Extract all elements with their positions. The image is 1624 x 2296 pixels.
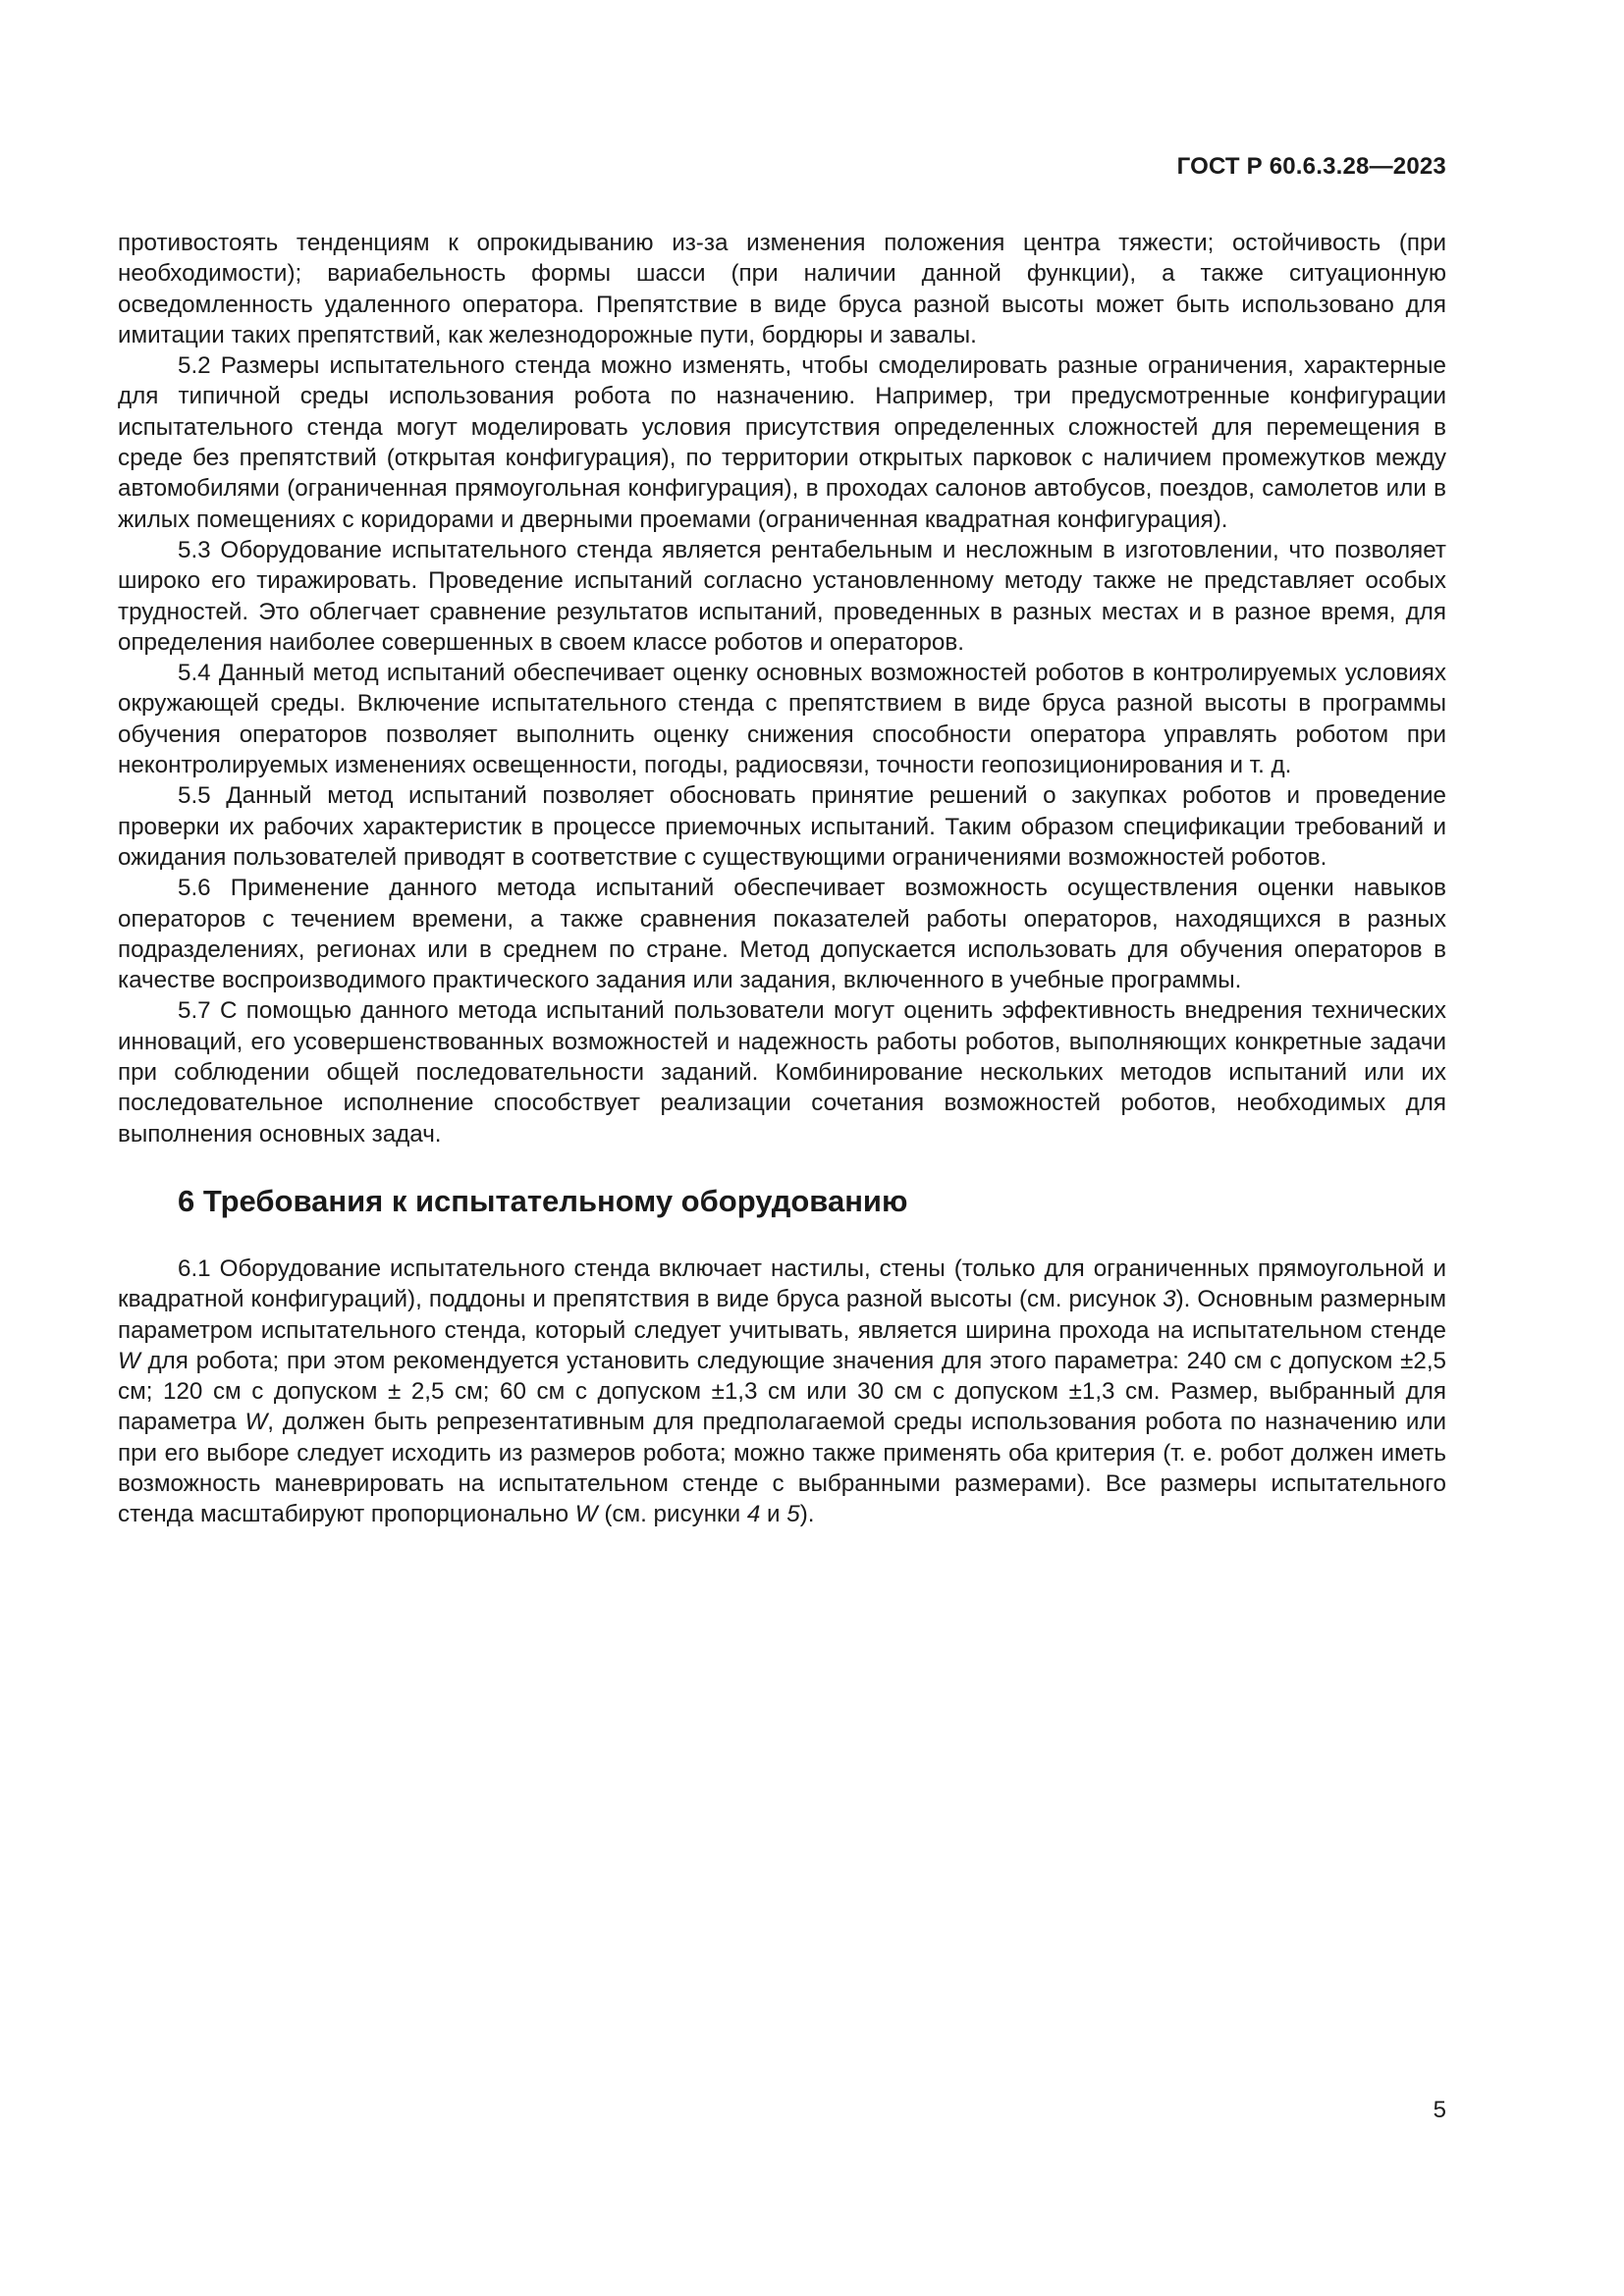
paragraph-5-5: 5.5 Данный метод испытаний позволяет обосновать принятие решений о закупках роботов и проведение проверки их рабочих характеристик в процессе приемочных испытаний. Таким образом спецификации требований и ожидания пользователей приводят в соответствие с существующими ограничениями возможностей роботов. <box>118 782 1446 871</box>
paragraph-continued: противостоять тенденциям к опрокидыванию из-за изменения положения центра тяжести; остойчивость (при необходимости); вариабельность формы шасси (при наличии данной функции), а также ситуационную осведомленность удаленного оператора. Препятствие в виде бруса разной высоты может быть использовано для имитации таких препятствий, как железнодорожные пути, бордюры и завалы. <box>118 230 1446 348</box>
paragraph-5-7: 5.7 С помощью данного метода испытаний пользователи могут оценить эффективность внедрения технических инноваций, его усовершенствованных возможностей и надежность работы роботов, выполняющих конкретные задачи при соблюдении общей последовательности заданий. Комбинирование нескольких методов испытаний или их последовательное исполнение способствует реализации сочетания возможностей роботов, необходимых для выполнения основных задач. <box>118 997 1446 1148</box>
paragraph-5-6: 5.6 Применение данного метода испытаний обеспечивает возможность осуществления оценки навыков операторов с течением времени, а также сравнения показателей работы операторов, находящихся в разных подразделениях, регионах или в среднем по стране. Метод допускается использовать для обучения операторов в качестве воспроизводимого практического задания или задания, включенного в учебные программы. <box>118 875 1446 994</box>
paragraph-5-4: 5.4 Данный метод испытаний обеспечивает оценку основных возможностей роботов в контролируемых условиях окружающей среды. Включение испытательного стенда с препятствием в виде бруса разной высоты в программы обучения операторов позволяет выполнить оценку снижения способности оператора управлять роботом при неконтролируемых изменениях освещенности, погоды, радиосвязи, точности геопозиционирования и т. д. <box>118 660 1446 779</box>
paragraph-6-1 <box>118 1254 1446 1530</box>
parameter-w: W <box>118 1347 140 1374</box>
text-run: ). Основным размерным параметром испытательного стенда, который следует учитывать, является ширина прохода на испытательном стенде <box>118 1286 1447 1344</box>
section-6-heading: 6 Требования к испытательному оборудованию <box>178 1183 908 1218</box>
figure-ref-3: 3 <box>1163 1286 1176 1313</box>
paragraph-5-2: 5.2 Размеры испытательного стенда можно изменять, чтобы смоделировать разные ограничения, характерные для типичной среды использования робота по назначению. Например, три предусмотренные конфигурации испытательного стенда могут моделировать условия присутствия определенных сложностей для перемещения в среде без препятствий (открытая конфигурация), по территории открытых парковок с наличием промежутков между автомобилями (ограниченная прямоугольная конфигурация), в проходах салонов автобусов, поездов, самолетов или в жилых помещениях с коридорами и дверными проемами (ограниченная квадратная конфигурация). <box>118 352 1446 533</box>
text-run: ). <box>799 1501 815 1528</box>
document-body <box>118 228 1446 1530</box>
figure-ref-4: 4 <box>746 1501 761 1528</box>
parameter-w: W <box>574 1501 598 1528</box>
text-run: (см. рисунки <box>597 1501 747 1528</box>
text-run: и <box>760 1501 787 1528</box>
parameter-w: W <box>244 1409 268 1436</box>
text-run: для робота; при этом рекомендуется установить следующие значения для этого параметра: 240 см с допуском ±2,5 см; 120 см с допуском ± 2,5 см; 60 см с допуском ±1,3 см или 30 см с допуском ±1,3 см. Размер, выбранный для параметра <box>118 1347 1446 1436</box>
text-run: 6.1 Оборудование испытательного стенда включает настилы, стены (только для ограниченных прямоугольной и квадратной конфигураций), поддоны и препятствия в виде бруса разной высоты (см. рисунок <box>118 1255 1446 1313</box>
paragraph-5-3: 5.3 Оборудование испытательного стенда является рентабельным и несложным в изготовлении, что позволяет широко его тиражировать. Проведение испытаний согласно установленному методу также не представляет особых трудностей. Это облегчает сравнение результатов испытаний, проведенных в разных местах и в разное время, для определения наиболее совершенных в своем классе роботов и операторов. <box>118 536 1446 656</box>
figure-ref-5: 5 <box>786 1501 800 1528</box>
text-run: , должен быть репрезентативным для предполагаемой среды использования робота по назначению или при его выборе следует исходить из размеров робота; можно также применять оба критерия (т. е. робот должен иметь возможность маневрировать на испытательном стенде с выбранными размерами). Все размеры испытательного стенда масштабируют пропорционально <box>118 1409 1446 1528</box>
document-code: ГОСТ Р 60.6.3.28—2023 <box>1176 153 1446 180</box>
page-number: 5 <box>1433 2097 1446 2123</box>
